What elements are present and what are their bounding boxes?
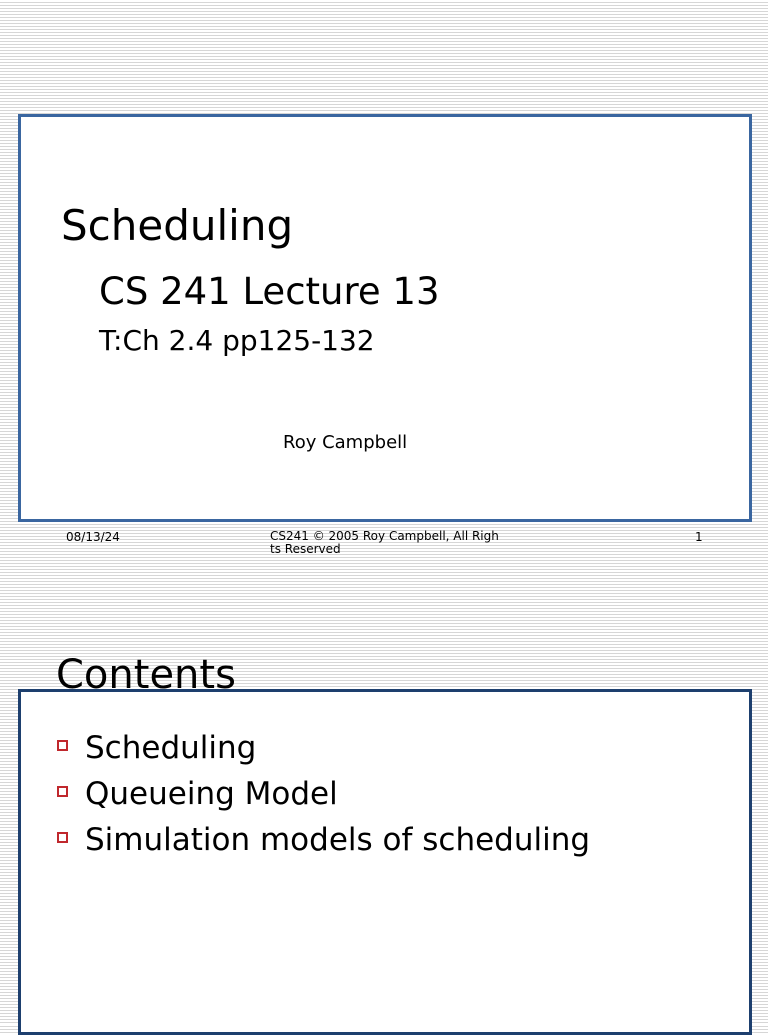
list-item [57,776,590,822]
footer-page-number: 1 [695,530,703,544]
hollow-square-bullet-icon [57,786,68,797]
list-item-label: Simulation models of scheduling [85,822,591,858]
list-item-label: Scheduling [85,730,257,766]
list-item [57,822,590,868]
list-item-label: Queueing Model [85,776,338,812]
hollow-square-bullet-icon [57,740,68,751]
lecture-subtitle: CS 241 Lecture 13 [99,270,440,313]
slide-title: Scheduling [61,201,294,250]
hollow-square-bullet-icon [57,832,68,843]
list-item [57,730,590,776]
footer-date: 08/13/24 [66,530,120,544]
contents-slide [18,689,752,1035]
footer-copyright: CS241 © 2005 Roy Campbell, All Rights Reserved [270,529,499,556]
reading-reference: T:Ch 2.4 pp125-132 [99,324,375,357]
title-slide [18,114,752,522]
author-name: Roy Campbell [283,432,408,453]
contents-list [57,730,590,868]
contents-title: Contents [56,652,236,698]
